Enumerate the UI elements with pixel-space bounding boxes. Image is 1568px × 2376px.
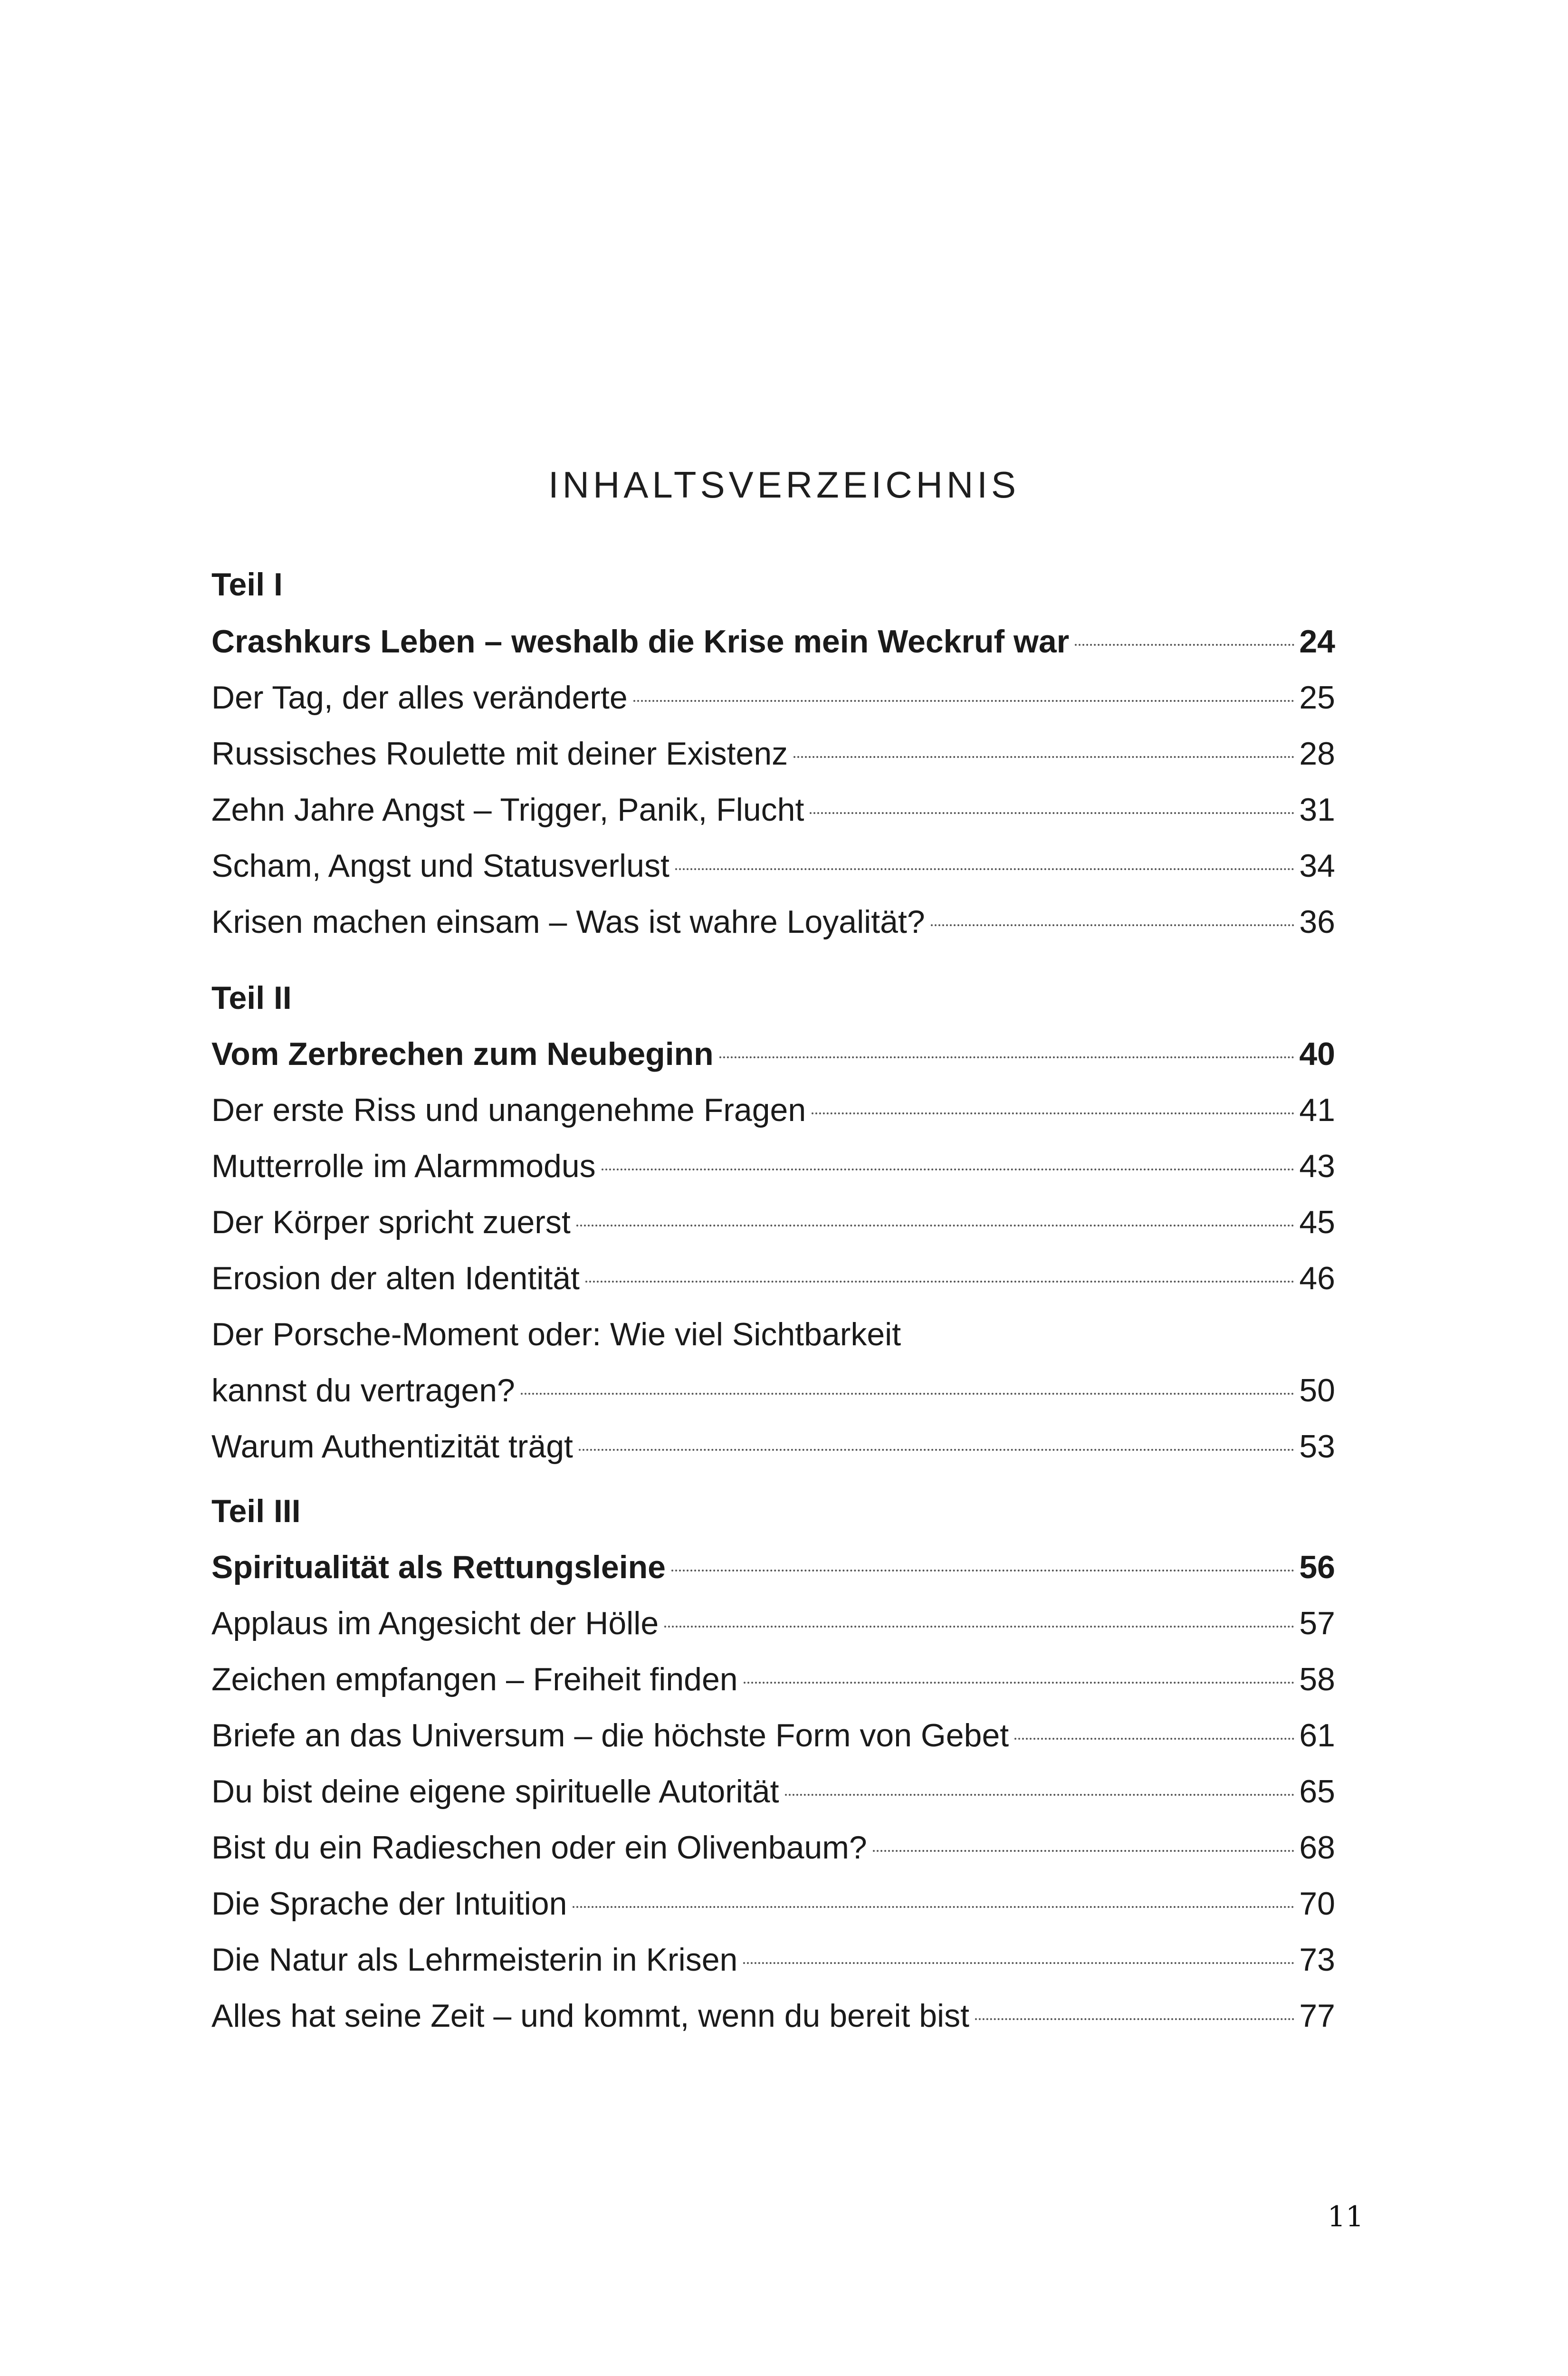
toc-entry-title: Erosion der alten Identität xyxy=(211,1260,580,1296)
toc-entry[interactable] xyxy=(211,1255,1335,1302)
toc-entry-title-continuation: kannst du vertragen? xyxy=(211,1372,515,1408)
toc-entry-page: 50 xyxy=(1299,1372,1335,1408)
toc-entry[interactable] xyxy=(211,1198,1335,1246)
toc-entry-page: 56 xyxy=(1299,1549,1335,1585)
toc-entry-title: Mutterrolle im Alarmmodus xyxy=(211,1148,596,1184)
dot-leader xyxy=(744,1682,1294,1684)
toc-entry-page: 61 xyxy=(1299,1717,1335,1753)
toc-entry[interactable] xyxy=(211,1936,1335,1983)
toc-entry-title: Die Sprache der Intuition xyxy=(211,1886,567,1922)
page-title: INHALTSVERZEICHNIS xyxy=(548,464,1020,506)
toc-entry-title: Briefe an das Universum – die höchste Form von Gebet xyxy=(211,1717,1009,1753)
toc-entry-title: Du bist deine eigene spirituelle Autorität xyxy=(211,1773,779,1810)
dot-leader xyxy=(573,1906,1294,1908)
dot-leader xyxy=(664,1626,1294,1628)
toc-entry-page: 77 xyxy=(1299,1998,1335,2034)
dot-leader xyxy=(812,1112,1294,1114)
toc-entry[interactable] xyxy=(211,1367,1335,1414)
toc-entry[interactable] xyxy=(211,898,1335,946)
toc-entry[interactable] xyxy=(211,1712,1335,1759)
part-heading-2: Teil II xyxy=(211,980,292,1016)
toc-entry-title: Russisches Roulette mit deiner Existenz xyxy=(211,736,788,772)
dot-leader xyxy=(1014,1738,1294,1740)
dot-leader xyxy=(585,1281,1294,1283)
toc-entry[interactable] xyxy=(211,1992,1335,2040)
toc-entry-title: Warum Authentizität trägt xyxy=(211,1428,573,1465)
toc-entry-page: 24 xyxy=(1299,623,1335,660)
dot-leader xyxy=(633,700,1294,702)
dot-leader xyxy=(1075,644,1294,646)
toc-entry-page: 58 xyxy=(1299,1661,1335,1697)
toc-entry-title: Applaus im Angesicht der Hölle xyxy=(211,1605,659,1641)
dot-leader xyxy=(785,1794,1294,1796)
dot-leader xyxy=(810,812,1294,814)
toc-entry-page: 73 xyxy=(1299,1942,1335,1978)
toc-entry-page: 46 xyxy=(1299,1260,1335,1296)
toc-entry[interactable] xyxy=(211,1656,1335,1703)
toc-entry-title: Der Porsche-Moment oder: Wie viel Sichtbarkeit xyxy=(211,1316,901,1352)
toc-entry[interactable] xyxy=(211,1423,1335,1470)
toc-entry-page: 45 xyxy=(1299,1204,1335,1240)
toc-entry-page: 28 xyxy=(1299,736,1335,772)
toc-entry[interactable] xyxy=(211,1768,1335,1815)
dot-leader xyxy=(794,756,1294,758)
dot-leader xyxy=(719,1056,1294,1058)
toc-entry-title: Bist du ein Radieschen oder ein Olivenbaum? xyxy=(211,1830,867,1866)
toc-entry[interactable] xyxy=(211,1086,1335,1134)
toc-entry[interactable] xyxy=(211,674,1335,721)
dot-leader xyxy=(602,1169,1294,1170)
toc-entry-title: Der erste Riss und unangenehme Fragen xyxy=(211,1092,806,1128)
toc-entry-page: 70 xyxy=(1299,1886,1335,1922)
toc-entry-page: 36 xyxy=(1299,904,1335,940)
toc-entry-page: 53 xyxy=(1299,1428,1335,1465)
toc-entry[interactable] xyxy=(211,618,1335,665)
toc-entry-page: 34 xyxy=(1299,848,1335,884)
toc-entry-page: 68 xyxy=(1299,1830,1335,1866)
dot-leader xyxy=(579,1449,1294,1451)
toc-entry-title: Spiritualität als Rettungsleine xyxy=(211,1549,666,1585)
dot-leader xyxy=(743,1962,1294,1964)
dot-leader xyxy=(873,1850,1294,1852)
toc-entry[interactable] xyxy=(211,1600,1335,1647)
toc-entry-first-line[interactable] xyxy=(211,1311,1335,1358)
toc-entry-title: Die Natur als Lehrmeisterin in Krisen xyxy=(211,1942,738,1978)
toc-entry-page: 57 xyxy=(1299,1605,1335,1641)
toc-entry-page: 65 xyxy=(1299,1773,1335,1810)
toc-entry-title: Vom Zerbrechen zum Neubeginn xyxy=(211,1036,714,1072)
toc-entry[interactable] xyxy=(211,730,1335,777)
page-number: 11 xyxy=(1327,2200,1364,2233)
toc-entry[interactable] xyxy=(211,1142,1335,1190)
toc-entry-page: 25 xyxy=(1299,680,1335,716)
toc-entry-title: Crashkurs Leben – weshalb die Krise mein Weckruf war xyxy=(211,623,1070,660)
toc-entry[interactable] xyxy=(211,1543,1335,1591)
toc-entry-title: Krisen machen einsam – Was ist wahre Loyalität? xyxy=(211,904,925,940)
toc-entry-title: Zeichen empfangen – Freiheit finden xyxy=(211,1661,738,1697)
toc-entry-page: 43 xyxy=(1299,1148,1335,1184)
part-heading-1: Teil I xyxy=(211,566,283,603)
toc-entry[interactable] xyxy=(211,1030,1335,1078)
toc-entry-title: Zehn Jahre Angst – Trigger, Panik, Flucht xyxy=(211,792,804,828)
toc-entry[interactable] xyxy=(211,1824,1335,1871)
toc-entry[interactable] xyxy=(211,842,1335,890)
toc-entry-title: Alles hat seine Zeit – und kommt, wenn du bereit bist xyxy=(211,1998,970,2034)
toc-entry-title: Der Körper spricht zuerst xyxy=(211,1204,571,1240)
dot-leader xyxy=(671,1570,1294,1571)
toc-entry[interactable] xyxy=(211,1880,1335,1927)
toc-entry-title: Scham, Angst und Statusverlust xyxy=(211,848,669,884)
dot-leader xyxy=(576,1225,1294,1226)
part-heading-3: Teil III xyxy=(211,1493,301,1529)
toc-entry-page: 31 xyxy=(1299,792,1335,828)
dot-leader xyxy=(975,2018,1294,2020)
toc-entry-title: Der Tag, der alles veränderte xyxy=(211,680,628,716)
dot-leader xyxy=(675,868,1294,870)
toc-entry-page: 40 xyxy=(1299,1036,1335,1072)
dot-leader xyxy=(931,924,1294,926)
toc-entry[interactable] xyxy=(211,786,1335,834)
dot-leader xyxy=(521,1393,1294,1395)
toc-entry-page: 41 xyxy=(1299,1092,1335,1128)
